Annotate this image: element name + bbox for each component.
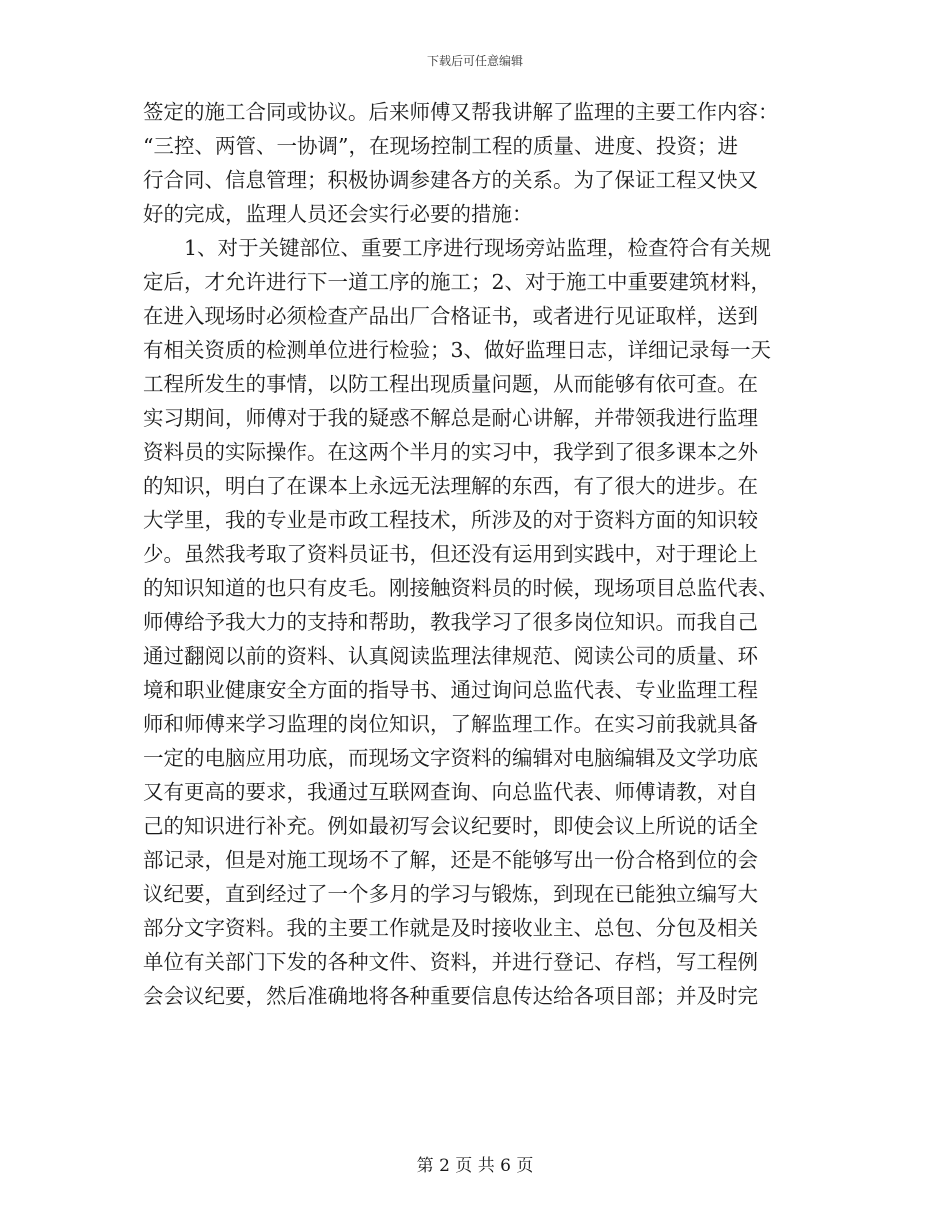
text-line: 的知识，明白了在课本上永远无法理解的东西，有了很大的进步。在 — [143, 474, 758, 498]
text-line: 工程所发生的事情，以防工程出现质量问题，从而能够有依可查。在 — [143, 372, 758, 396]
text-line: 的知识知道的也只有皮毛。刚接触资料员的时候，现场项目总监代表、 — [143, 576, 779, 600]
text-line: 议纪要，直到经过了一个多月的学习与锻炼，到现在已能独立编写大 — [143, 882, 758, 906]
text-line: 师傅给予我大力的支持和帮助，教我学习了很多岗位知识。而我自己 — [143, 610, 758, 634]
text-line: 单位有关部门下发的各种文件、资料，并进行登记、存档，写工程例 — [143, 950, 758, 974]
text-line: 大学里，我的专业是市政工程技术，所涉及的对于资料方面的知识较 — [143, 508, 758, 532]
text-line: 行合同、信息管理；积极协调参建各方的关系。为了保证工程又快又 — [143, 168, 758, 192]
text-line: 部分文字资料。我的主要工作就是及时接收业主、总包、分包及相关 — [143, 916, 758, 940]
text-line: 在进入现场时必须检查产品出厂合格证书，或者进行见证取样，送到 — [143, 304, 758, 328]
document-body — [143, 95, 808, 1013]
text-line: 有相关资质的检测单位进行检验；3、做好监理日志，详细记录每一天 — [143, 338, 772, 362]
text-line: 又有更高的要求，我通过互联网查询、向总监代表、师傅请教，对自 — [143, 780, 758, 804]
page-header: 下载后可任意编辑 — [426, 54, 523, 68]
text-line: 1、对于关键部位、重要工序进行现场旁站监理，检查符合有关规 — [184, 236, 772, 260]
text-line: 境和职业健康安全方面的指导书、通过询问总监代表、专业监理工程 — [143, 678, 758, 702]
text-line: 部记录，但是对施工现场不了解，还是不能够写出一份合格到位的会 — [143, 848, 758, 872]
text-line: 定后，才允许进行下一道工序的施工；2、对于施工中重要建筑材料， — [143, 270, 772, 294]
text-line: 实习期间，师傅对于我的疑惑不解总是耐心讲解，并带领我进行监理 — [143, 406, 758, 430]
page-number-footer: 第 2 页 共 6 页 — [416, 1156, 534, 1176]
text-line: 资料员的实际操作。在这两个半月的实习中，我学到了很多课本之外 — [143, 440, 758, 464]
text-line: 签定的施工合同或协议。后来师傅又帮我讲解了监理的主要工作内容： — [143, 100, 779, 124]
text-line: 师和师傅来学习监理的岗位知识，了解监理工作。在实习前我就具备 — [143, 712, 758, 736]
text-line: 通过翻阅以前的资料、认真阅读监理法律规范、阅读公司的质量、环 — [143, 644, 758, 668]
text-line: 好的完成，监理人员还会实行必要的措施： — [143, 202, 533, 226]
text-line: 一定的电脑应用功底，而现场文字资料的编辑对电脑编辑及文学功底 — [143, 746, 758, 770]
text-line: 少。虽然我考取了资料员证书，但还没有运用到实践中，对于理论上 — [143, 542, 758, 566]
text-line: 会会议纪要，然后准确地将各种重要信息传达给各项目部；并及时完 — [143, 984, 758, 1008]
text-line: “三控、两管、一协调”，在现场控制工程的质量、进度、投资；进 — [143, 134, 738, 158]
text-line: 己的知识进行补充。例如最初写会议纪要时，即使会议上所说的话全 — [143, 814, 758, 838]
